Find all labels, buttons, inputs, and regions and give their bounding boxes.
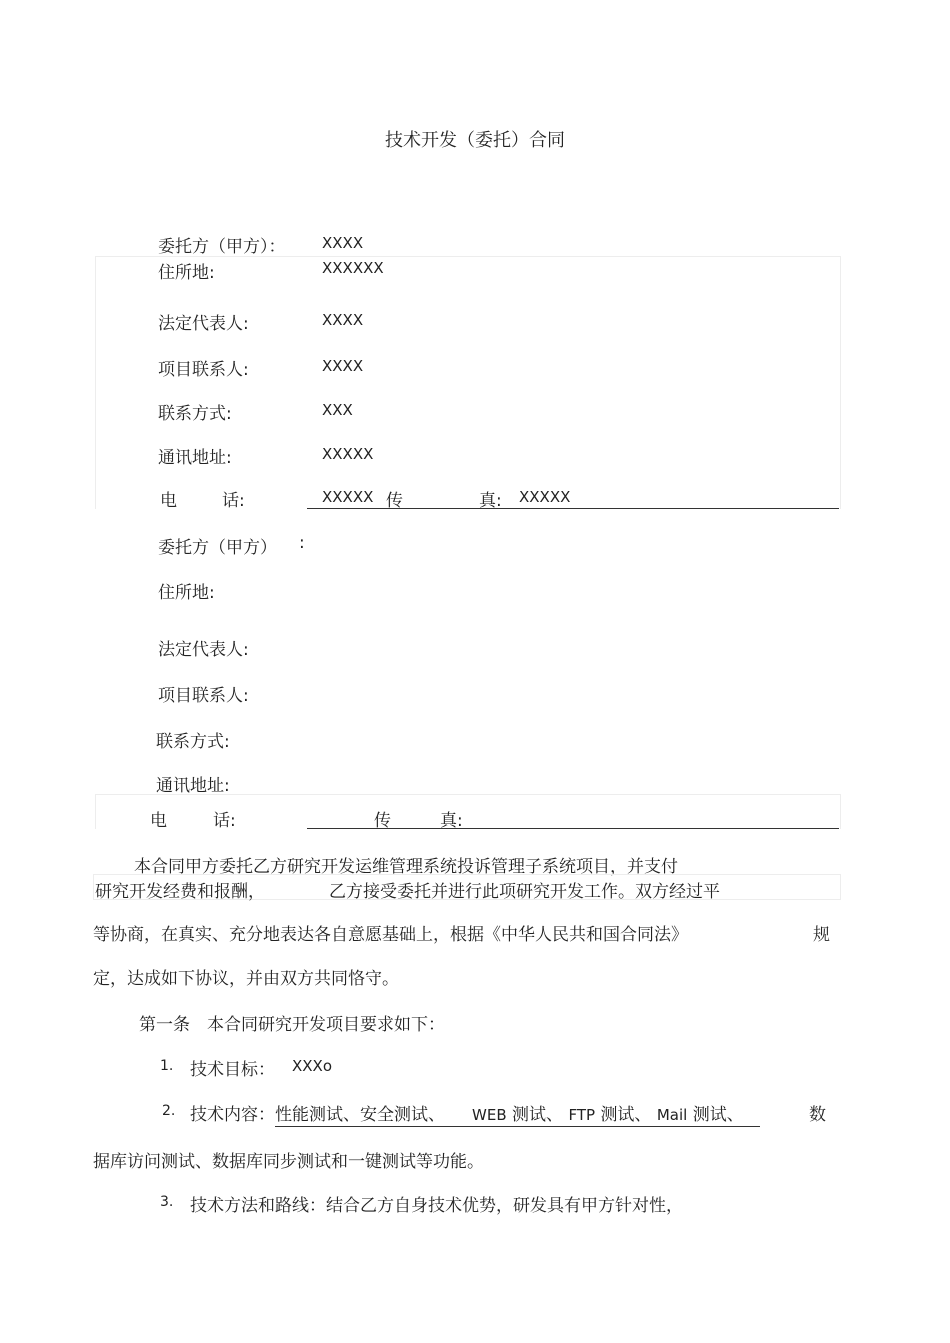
party-b-fax-label-1: 传: [374, 811, 391, 831]
intro-line-1: 本合同甲方委托乙方研究开发运维管理系统投诉管理子系统项目，并支付: [134, 857, 678, 877]
party-b-frame: [95, 794, 841, 829]
item-2-part-1: 性能测试、安全测试、: [275, 1105, 445, 1125]
party-b-client-label: 委托方（甲方）: [158, 538, 277, 558]
party-b-contact-label: 项目联系人:: [158, 686, 249, 706]
party-a-legal-rep-label: 法定代表人:: [158, 314, 249, 334]
party-a-address-label: 住所地:: [158, 263, 215, 283]
party-b-client-colon: :: [299, 533, 305, 553]
item-3-text: 技术方法和路线：结合乙方自身技术优势，研发具有甲方针对性，: [190, 1196, 683, 1216]
item-2-label: 技术内容：: [190, 1105, 275, 1125]
party-a-contact-method-label: 联系方式:: [158, 404, 232, 424]
intro-line-2b: 乙方接受委托并进行此项研究开发工作。双方经过平: [329, 882, 720, 902]
party-a-address-value: XXXXXX: [322, 259, 384, 277]
party-b-fax-label-2: 真:: [440, 811, 463, 831]
item-2-underlined-text: [275, 1105, 760, 1127]
item-2-line-2: 据库访问测试、数据库同步测试和一键测试等功能。: [93, 1152, 484, 1172]
item-2-part-web: WEB: [472, 1106, 507, 1124]
party-b-legal-rep-label: 法定代表人:: [158, 640, 249, 660]
article-1-heading: 第一条 本合同研究开发项目要求如下：: [139, 1015, 445, 1035]
party-a-mail-address-value: XXXXX: [322, 445, 374, 463]
party-a-legal-rep-value: XXXX: [322, 311, 364, 329]
party-b-address-label: 住所地:: [158, 583, 215, 603]
party-a-contact-value: XXXX: [322, 357, 364, 375]
item-1-number: 1.: [160, 1058, 174, 1074]
party-a-contact-method-value: XXX: [322, 401, 353, 419]
item-2-part-5: 测试、: [600, 1105, 652, 1125]
party-a-client-value: XXXX: [322, 234, 364, 252]
item-2-number: 2.: [162, 1103, 176, 1119]
document-title: 技术开发（委托）合同: [385, 130, 565, 151]
party-b-contact-method-label: 联系方式:: [156, 732, 230, 752]
intro-line-2a: 研究开发经费和报酬，: [95, 882, 265, 902]
item-2-part-7: 测试、: [692, 1105, 744, 1125]
party-b-phone-label-1: 电: [150, 811, 167, 831]
party-a-mail-address-label: 通讯地址:: [158, 448, 232, 468]
party-a-phone-value: XXXXX: [322, 488, 374, 506]
party-a-contact-label: 项目联系人:: [158, 360, 249, 380]
item-2-part-3: 测试、: [512, 1105, 564, 1125]
intro-line-4: 定，达成如下协议，并由双方共同恪守。: [93, 969, 399, 989]
party-a-fax-label-1: 传: [386, 491, 403, 511]
party-a-client-label: 委托方（甲方）：: [158, 237, 286, 257]
party-a-fax-label-2: 真:: [479, 491, 502, 511]
intro-line-3b: 规: [813, 925, 830, 945]
item-2-content: [190, 1100, 760, 1125]
item-2-part-mail: Mail: [656, 1106, 688, 1124]
party-b-phone-label-2: 话:: [213, 811, 236, 831]
item-2-part-ftp: FTP: [568, 1106, 596, 1124]
party-a-phone-label-1: 电: [160, 491, 177, 511]
item-2-tail: 数: [809, 1105, 826, 1125]
party-a-frame: [95, 256, 841, 509]
item-1-label: 技术目标：: [190, 1060, 275, 1080]
party-a-phone-label-2: 话:: [222, 491, 245, 511]
item-3-number: 3.: [160, 1194, 174, 1210]
item-1-value: XXXo: [292, 1057, 333, 1075]
intro-line-3a: 等协商，在真实、充分地表达各自意愿基础上，根据《中华人民共和国合同法》: [93, 925, 688, 945]
party-a-fax-value: XXXXX: [519, 488, 571, 506]
party-b-mail-address-label: 通讯地址:: [156, 776, 230, 796]
